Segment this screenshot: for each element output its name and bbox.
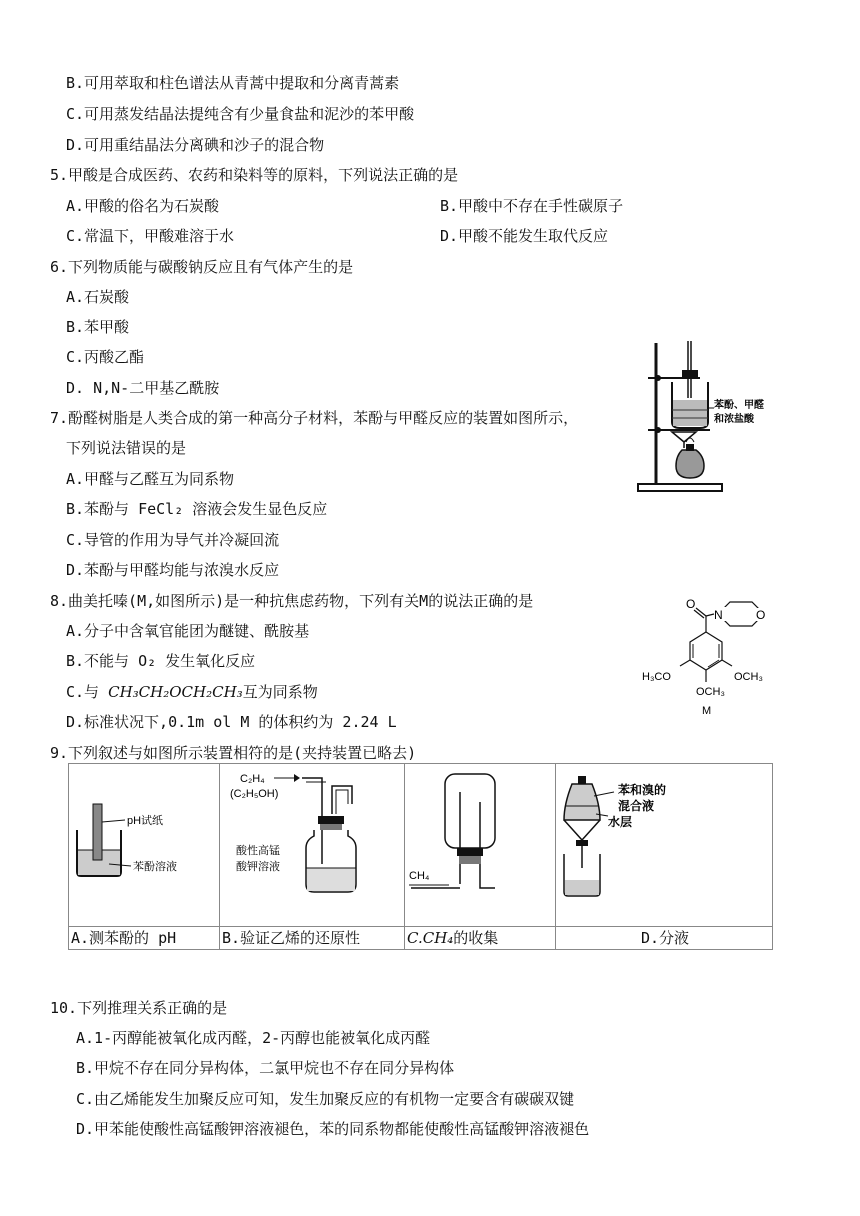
q9-caption-d: D.分液 <box>556 927 773 950</box>
q9-caption-c-text: 的收集 <box>453 929 499 947</box>
q6-option-b: B.苯甲酸 <box>66 318 130 336</box>
q7-stem-line2: 下列说法错误的是 <box>66 439 187 457</box>
q7-option-b: B.苯酚与 FeCl₂ 溶液会发生显色反应 <box>66 500 328 518</box>
q8-option-d: D.标准状况下,0.1m ol M 的体积约为 2.24 L <box>66 713 397 731</box>
q7-option-c: C.导管的作用为导气并冷凝回流 <box>66 531 280 549</box>
q9b-gas-2: (C₂H₅OH) <box>230 788 279 800</box>
q8-option-a: A.分子中含氧官能团为醚键、酰胺基 <box>66 622 310 640</box>
q6-option-a: A.石炭酸 <box>66 288 130 306</box>
q9-stem: 9.下列叙述与如图所示装置相符的是(夹持装置已略去) <box>50 744 417 762</box>
q5-stem: 5.甲酸是合成医药、农药和染料等的原料，下列说法正确的是 <box>50 166 459 184</box>
q5-option-d: D.甲酸不能发生取代反应 <box>440 227 609 245</box>
q9-cell-d-figure <box>556 764 773 927</box>
q8-och3-bottom: OCH₃ <box>696 686 725 698</box>
q9d-water-label: 水层 <box>608 815 633 829</box>
q7-option-d: D.苯酚与甲醛均能与浓溴水反应 <box>66 561 280 579</box>
q4-option-b: B.可用萃取和柱色谱法从青蒿中提取和分离青蒿素 <box>66 74 400 92</box>
q9c-gas-label: CH₄ <box>409 870 430 882</box>
q10-stem: 10.下列推理关系正确的是 <box>50 999 228 1017</box>
q8-label-m: M <box>702 705 712 717</box>
q9b-reagent-1: 酸性高锰 <box>236 845 280 857</box>
q10-option-c: C.由乙烯能发生加聚反应可知，发生加聚反应的有机物一定要含有碳碳双键 <box>76 1090 575 1108</box>
q9-caption-b: B.验证乙烯的还原性 <box>220 927 405 950</box>
q10-option-d: D.甲苯能使酸性高锰酸钾溶液褪色，苯的同系物都能使酸性高锰酸钾溶液褪色 <box>76 1120 590 1138</box>
q9-figure-b <box>220 764 404 922</box>
q5-option-b: B.甲酸中不存在手性碳原子 <box>440 197 624 215</box>
q9-caption-c-formula: C.CH₄ <box>407 929 454 947</box>
q9-cell-b-figure <box>220 764 405 927</box>
q7-stem-line1: 7.酚醛树脂是人类合成的第一种高分子材料，苯酚与甲醛反应的装置如图所示， <box>50 409 579 427</box>
q9-caption-a: A.测苯酚的 pH <box>69 927 220 950</box>
q9-figure-c <box>405 764 555 922</box>
q8-option-c-suffix: 互为同系物 <box>242 683 318 701</box>
q9d-mix-1: 苯和溴的 <box>618 783 667 797</box>
q9a-ph-paper-label: pH试纸 <box>127 815 164 827</box>
q9d-mix-2: 混合液 <box>618 799 655 813</box>
q7-figure-label-2: 和浓盐酸 <box>714 414 754 425</box>
q9-figure-a <box>69 764 219 922</box>
q9a-solution-label: 苯酚溶液 <box>133 861 177 873</box>
q8-option-c-formula: CH₃CH₂OCH₂CH₃ <box>108 683 243 701</box>
q9-cell-a-figure <box>69 764 220 927</box>
q9-figure-d <box>556 764 772 922</box>
q8-stem: 8.曲美托嗪(M,如图所示)是一种抗焦虑药物，下列有关M的说法正确的是 <box>50 592 534 610</box>
q9-cell-c-figure <box>405 764 556 927</box>
q10-option-b: B.甲烷不存在同分异构体，二氯甲烷也不存在同分异构体 <box>76 1059 455 1077</box>
q8-n-atom: N <box>714 608 723 622</box>
q8-option-c <box>66 682 318 702</box>
q8-o-atom: O <box>756 608 766 622</box>
q8-option-b: B.不能与 O₂ 发生氧化反应 <box>66 652 256 670</box>
q9-apparatus-table <box>68 763 773 950</box>
q4-option-c: C.可用蒸发结晶法提纯含有少量食盐和泥沙的苯甲酸 <box>66 105 415 123</box>
q9-caption-c <box>405 927 556 950</box>
q5-option-a: A.甲酸的俗名为石炭酸 <box>66 197 220 215</box>
q6-option-c: C.丙酸乙酯 <box>66 348 145 366</box>
q9b-reagent-2: 酸钾溶液 <box>236 861 280 873</box>
q6-stem: 6.下列物质能与碳酸钠反应且有气体产生的是 <box>50 258 354 276</box>
q6-option-d: D. N,N-二甲基乙酰胺 <box>66 379 220 397</box>
q4-option-d: D.可用重结晶法分离碘和沙子的混合物 <box>66 136 325 154</box>
q8-structure-figure <box>640 596 780 720</box>
q7-figure-label-1: 苯酚、甲醛 <box>714 400 764 411</box>
q8-och3-left: H₃CO <box>642 671 671 683</box>
q10-option-a: A.1-丙醇能被氧化成丙醛，2-丙醇也能被氧化成丙醛 <box>76 1029 431 1047</box>
q7-apparatus-figure <box>636 338 772 494</box>
q5-option-c: C.常温下，甲酸难溶于水 <box>66 227 235 245</box>
q9b-gas-1: C₂H₄ <box>240 773 265 785</box>
q8-option-c-prefix: C.与 <box>66 683 109 701</box>
q7-option-a: A.甲醛与乙醛互为同系物 <box>66 470 235 488</box>
svg-text:O: O <box>686 597 696 611</box>
q8-och3-right: OCH₃ <box>734 671 763 683</box>
